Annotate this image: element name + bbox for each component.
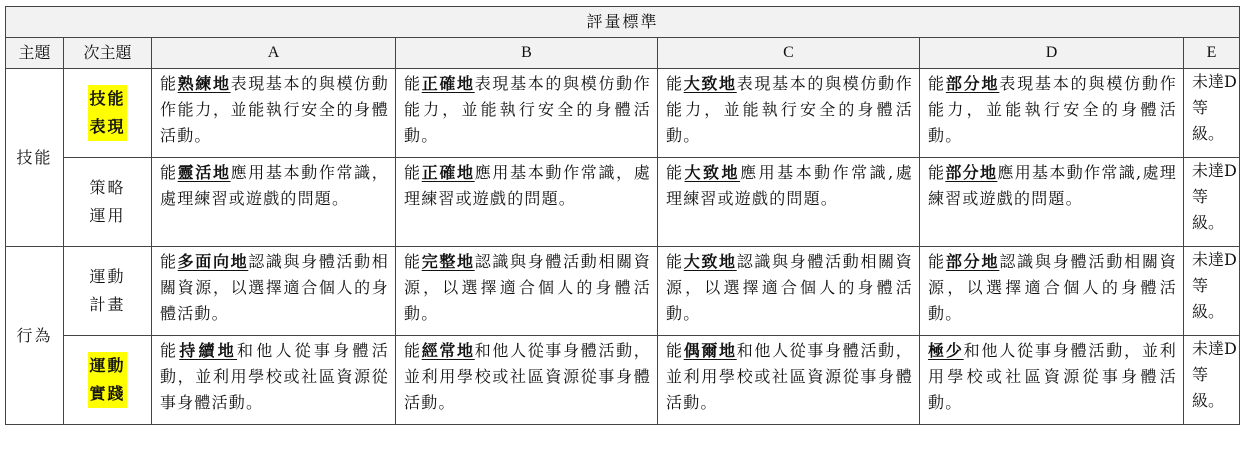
criterion-keyword: 大致地 (683, 74, 737, 93)
criterion-cell-b (396, 158, 658, 247)
header-d: D (920, 38, 1184, 69)
criterion-cell-c (658, 247, 920, 336)
criterion-text: 表現基本的與模仿動作能力，並能執行安全的身體活動。 (666, 74, 913, 145)
subtopic-label: 運動 (88, 352, 126, 380)
header-a: A (152, 38, 396, 69)
criterion-keyword: 大致地 (683, 252, 737, 271)
rubric-table (5, 6, 1240, 425)
criterion-text: 應用基本動作常識，處理練習或遊戲的問題。 (160, 163, 389, 208)
criterion-prefix: 能 (666, 163, 685, 182)
table-row (6, 247, 1240, 336)
criterion-text: 認識與身體活動相關資源，以選擇適合個人的身體活動。 (404, 252, 651, 323)
criterion-prefix: 能 (160, 74, 178, 93)
table-title: 評量標準 (6, 7, 1240, 38)
subtopic-label: 運動 (89, 267, 126, 286)
criterion-prefix: 能 (404, 252, 422, 271)
subtopic-cell (64, 158, 152, 247)
subtopic-cell (64, 336, 152, 425)
criterion-cell-c (658, 69, 920, 158)
criterion-cell-a (152, 69, 396, 158)
criterion-cell-a (152, 336, 396, 425)
criterion-prefix: 能 (928, 163, 946, 182)
criterion-prefix: 能 (666, 252, 684, 271)
subtopic-label: 運用 (89, 206, 126, 225)
criterion-cell-b (396, 69, 658, 158)
subtopic-cell (64, 69, 152, 158)
criterion-text: 和他人從事身體活動，並利用學校或社區資源從事身體活動。 (666, 341, 913, 412)
criterion-keyword: 部分地 (945, 74, 1000, 93)
criterion-keyword: 熟練地 (177, 74, 231, 93)
table-row (6, 336, 1240, 425)
criterion-text: 認識與身體活動相關資源，以選擇適合個人的身體活動。 (666, 252, 913, 323)
criterion-text: 應用基本動作常識,處理練習或遊戲的問題。 (666, 163, 913, 208)
criterion-cell-e: 未達D等級。 (1184, 69, 1240, 158)
criterion-prefix: 能 (404, 163, 422, 182)
criterion-keyword: 大致地 (684, 163, 741, 182)
criterion-prefix: 能 (404, 74, 422, 93)
header-e: E (1184, 38, 1240, 69)
criterion-text: 認識與身體活動相關資源，以選擇適合個人的身體活動。 (160, 252, 389, 323)
criterion-cell-d (920, 247, 1184, 336)
criterion-keyword: 持續地 (179, 341, 238, 360)
criterion-cell-d (920, 336, 1184, 425)
criterion-cell-e: 未達D等級。 (1184, 247, 1240, 336)
criterion-cell-e: 未達D等級。 (1184, 158, 1240, 247)
header-subtopic: 次主題 (64, 38, 152, 69)
subtopic-cell (64, 247, 152, 336)
criterion-text: 認識與身體活動相關資源，以選擇適合個人的身體活動。 (928, 252, 1178, 323)
criterion-text: 表現基本的與模仿動作能力，並能執行安全的身體活動。 (404, 74, 651, 145)
criterion-cell-b (396, 247, 658, 336)
rubric-body (6, 69, 1240, 425)
header-row (6, 38, 1240, 69)
criterion-text: 和他人從事身體活動，並利用學校或社區資源從事身體活動。 (404, 341, 651, 412)
criterion-cell-a (152, 247, 396, 336)
header-c: C (658, 38, 920, 69)
subtopic-label: 實踐 (88, 380, 126, 408)
criterion-text: 表現基本的與模仿動作能力，並能執行安全的身體活動。 (160, 74, 389, 145)
criterion-prefix: 能 (160, 163, 178, 182)
table-row (6, 69, 1240, 158)
table-row (6, 158, 1240, 247)
criterion-prefix: 能 (404, 341, 422, 360)
criterion-prefix: 能 (666, 341, 684, 360)
topic-cell: 行為 (6, 247, 64, 425)
subtopic-label: 策略 (89, 178, 126, 197)
criterion-keyword: 靈活地 (177, 163, 231, 182)
topic-cell: 技能 (6, 69, 64, 247)
header-b: B (396, 38, 658, 69)
criterion-cell-b (396, 336, 658, 425)
criterion-text: 應用基本動作常識，處理練習或遊戲的問題。 (404, 163, 651, 208)
criterion-text: 和他人從事身體活動，並利用學校或社區資源從事身體活動。 (928, 341, 1178, 412)
criterion-text: 和他人從事身體活動，並利用學校或社區資源從事身體活動。 (160, 341, 389, 412)
criterion-prefix: 能 (160, 252, 178, 271)
criterion-prefix: 能 (928, 74, 946, 93)
criterion-keyword: 正確地 (421, 74, 475, 93)
criterion-text: 表現基本的與模仿動作能力，並能執行安全的身體活動。 (928, 74, 1178, 145)
criterion-cell-a (152, 158, 396, 247)
header-topic: 主題 (6, 38, 64, 69)
criterion-cell-e: 未達D等級。 (1184, 336, 1240, 425)
criterion-keyword: 多面向地 (177, 252, 249, 271)
criterion-cell-d (920, 69, 1184, 158)
subtopic-label: 表現 (88, 113, 126, 141)
criterion-prefix: 能 (928, 252, 946, 271)
criterion-keyword: 部分地 (945, 252, 1000, 271)
criterion-keyword: 正確地 (421, 163, 475, 182)
criterion-keyword: 偶爾地 (683, 341, 737, 360)
subtopic-label: 技能 (88, 85, 126, 113)
criterion-cell-d (920, 158, 1184, 247)
criterion-prefix: 能 (160, 341, 180, 360)
criterion-keyword: 完整地 (421, 252, 475, 271)
subtopic-label: 計畫 (89, 295, 126, 314)
criterion-text: 應用基本動作常識,處理練習或遊戲的問題。 (928, 163, 1177, 208)
criterion-keyword: 極少 (928, 341, 964, 360)
criterion-keyword: 經常地 (421, 341, 475, 360)
criterion-keyword: 部分地 (945, 163, 998, 182)
criterion-prefix: 能 (666, 74, 684, 93)
criterion-cell-c (658, 336, 920, 425)
criterion-cell-c (658, 158, 920, 247)
